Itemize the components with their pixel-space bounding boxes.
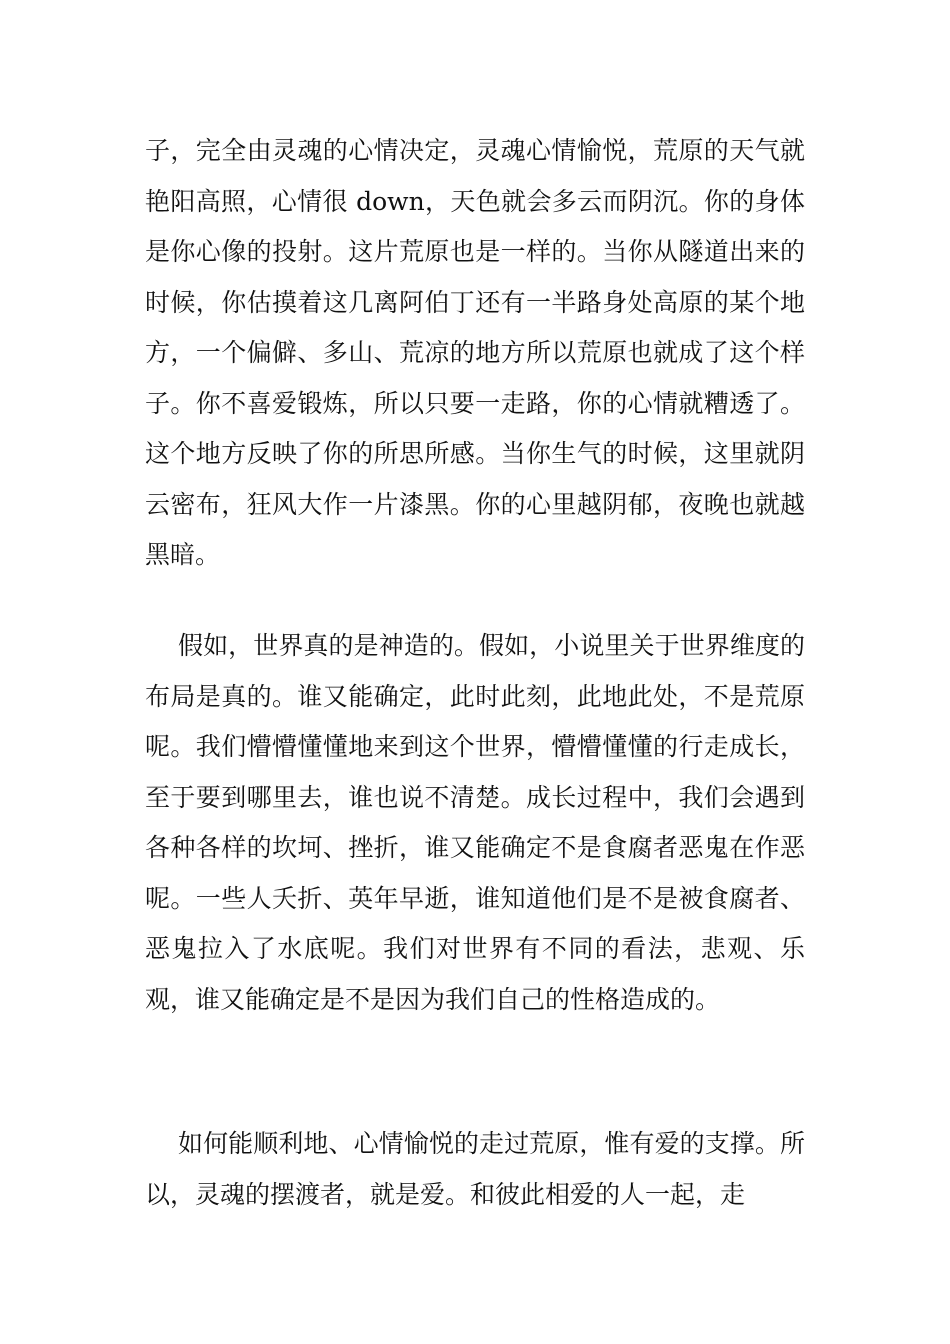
paragraph-love-support: 如何能顺利地、心情愉悦的走过荒原，惟有爱的支撑。所以，灵魂的摆渡者，就是爱。和彼此相爱的人一起，走 — [145, 1129, 805, 1209]
paragraph-continued: 子，完全由灵魂的心情决定，灵魂心情愉悦，荒原的天气就艳阳高照，心情很 down，天色就会多云而阴沉。你的身体是你心像的投射。这片荒原也是一样的。当你从隧道出来的时候，你估摸着这几离阿伯丁还有一半路身处高原的某个地方，一个偏僻、多山、荒凉的地方所以荒原也就成了这个样子。你不喜爱锻炼，所以只要一走路，你的心情就糟透了。这个地方反映了你的所思所感。当你生气的时候，这里就阴云密布，狂风大作一片漆黑。你的心里越阴郁，夜晚也就越黑暗。 — [145, 136, 805, 569]
paragraph-world-design: 假如，世界真的是神造的。假如，小说里关于世界维度的布局是真的。谁又能确定，此时此刻，此地此处，不是荒原呢。我们懵懵懂懂地来到这个世界，懵懵懂懂的行走成长，至于要到哪里去，谁也说不清楚。成长过程中，我们会遇到各种各样的坎坷、挫折，谁又能确定不是食腐者恶鬼在作恶呢。一些人夭折、英年早逝，谁知道他们是不是被食腐者、恶鬼拉入了水底呢。我们对世界有不同的看法，悲观、乐观，谁又能确定是不是因为我们自己的性格造成的。 — [145, 631, 805, 1014]
